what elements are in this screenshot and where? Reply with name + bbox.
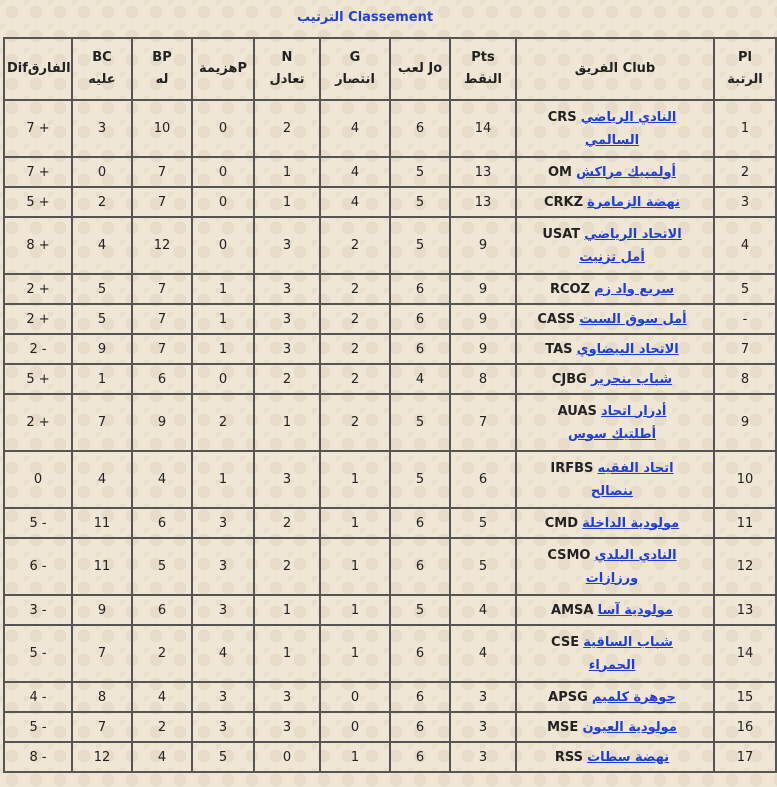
club-code: APSG bbox=[548, 689, 588, 705]
club-link-line2[interactable]: أطلتيك سوس bbox=[567, 426, 657, 442]
club-link[interactable]: شباب الساقية bbox=[583, 634, 673, 650]
table-row bbox=[4, 100, 776, 157]
club-code: CRKZ bbox=[543, 194, 584, 210]
goals-against-cell: 7 bbox=[72, 625, 132, 682]
played-cell: 6 bbox=[390, 625, 450, 682]
played-cell: 5 bbox=[390, 451, 450, 508]
played-cell: 6 bbox=[390, 712, 450, 742]
wins-cell: 1 bbox=[320, 508, 390, 538]
losses-cell: 1 bbox=[192, 334, 254, 364]
goals-against-cell: 7 bbox=[72, 394, 132, 451]
points-cell: 4 bbox=[450, 595, 516, 625]
wins-cell: 4 bbox=[320, 187, 390, 217]
club-link[interactable]: الاتحاد البيضاوي bbox=[576, 341, 679, 357]
table-row bbox=[4, 334, 776, 364]
table-row bbox=[4, 274, 776, 304]
diff-cell: 5 - bbox=[4, 508, 72, 538]
club-code: RCOZ bbox=[549, 281, 590, 297]
goals-for-cell: 7 bbox=[132, 274, 192, 304]
goals-against-cell: 3 bbox=[72, 100, 132, 157]
club-link-line2[interactable]: السالمي bbox=[584, 132, 640, 148]
losses-cell: 3 bbox=[192, 538, 254, 595]
wins-cell: 4 bbox=[320, 157, 390, 187]
club-cell bbox=[516, 625, 714, 682]
goals-against-cell: 7 bbox=[72, 712, 132, 742]
played-cell: 5 bbox=[390, 187, 450, 217]
goals-against-cell: 8 bbox=[72, 682, 132, 712]
club-link[interactable]: مولودية الداخلة bbox=[582, 515, 680, 531]
wins-cell: 0 bbox=[320, 712, 390, 742]
goals-against-cell: 9 bbox=[72, 334, 132, 364]
club-link[interactable]: اتحاد الفقيه bbox=[597, 460, 674, 476]
club-link[interactable]: نهضة سطات bbox=[587, 749, 670, 765]
played-cell: 6 bbox=[390, 682, 450, 712]
club-cell bbox=[516, 274, 714, 304]
table-row bbox=[4, 364, 776, 394]
goals-against-cell: 5 bbox=[72, 304, 132, 334]
draws-cell: 3 bbox=[254, 451, 320, 508]
goals-for-cell: 4 bbox=[132, 451, 192, 508]
draws-cell: 3 bbox=[254, 217, 320, 274]
club-code: CSE bbox=[551, 634, 580, 650]
played-cell: 6 bbox=[390, 274, 450, 304]
col-bc: BC عليه bbox=[72, 38, 132, 100]
draws-cell: 1 bbox=[254, 394, 320, 451]
club-code: CJBG bbox=[551, 371, 587, 387]
club-code: CASS bbox=[537, 311, 576, 327]
losses-cell: 1 bbox=[192, 451, 254, 508]
points-cell: 9 bbox=[450, 334, 516, 364]
points-cell: 14 bbox=[450, 100, 516, 157]
rank-cell: 7 bbox=[714, 334, 776, 364]
diff-cell: 7 + bbox=[4, 157, 72, 187]
wins-cell: 0 bbox=[320, 682, 390, 712]
col-draw: N تعادل bbox=[254, 38, 320, 100]
wins-cell: 2 bbox=[320, 334, 390, 364]
losses-cell: 3 bbox=[192, 508, 254, 538]
diff-cell: 6 - bbox=[4, 538, 72, 595]
wins-cell: 2 bbox=[320, 274, 390, 304]
club-link-line2[interactable]: بنصالح bbox=[590, 483, 634, 499]
col-played: لعب Jo bbox=[390, 38, 450, 100]
goals-for-cell: 4 bbox=[132, 682, 192, 712]
goals-against-cell: 9 bbox=[72, 595, 132, 625]
draws-cell: 1 bbox=[254, 187, 320, 217]
goals-for-cell: 7 bbox=[132, 157, 192, 187]
diff-cell: 0 bbox=[4, 451, 72, 508]
wins-cell: 1 bbox=[320, 595, 390, 625]
wins-cell: 1 bbox=[320, 538, 390, 595]
points-cell: 5 bbox=[450, 508, 516, 538]
cut-off-header bbox=[0, 0, 730, 6]
goals-against-cell: 4 bbox=[72, 217, 132, 274]
wins-cell: 4 bbox=[320, 100, 390, 157]
col-bp: BP له bbox=[132, 38, 192, 100]
table-row bbox=[4, 157, 776, 187]
rank-cell: 1 bbox=[714, 100, 776, 157]
points-cell: 7 bbox=[450, 394, 516, 451]
col-win: G انتصار bbox=[320, 38, 390, 100]
diff-cell: 5 - bbox=[4, 712, 72, 742]
standings-table bbox=[3, 37, 777, 773]
club-link[interactable]: الاتحاد الرياضي bbox=[584, 226, 682, 242]
goals-for-cell: 6 bbox=[132, 595, 192, 625]
club-link[interactable]: مولودية العيون bbox=[582, 719, 677, 735]
rank-cell: 2 bbox=[714, 157, 776, 187]
goals-against-cell: 5 bbox=[72, 274, 132, 304]
wins-cell: 2 bbox=[320, 364, 390, 394]
rank-cell: 4 bbox=[714, 217, 776, 274]
diff-cell: 5 + bbox=[4, 187, 72, 217]
draws-cell: 1 bbox=[254, 595, 320, 625]
goals-against-cell: 11 bbox=[72, 538, 132, 595]
goals-for-cell: 4 bbox=[132, 742, 192, 772]
club-code: USAT bbox=[542, 226, 581, 242]
losses-cell: 0 bbox=[192, 364, 254, 394]
club-code: CMD bbox=[544, 515, 579, 531]
wins-cell: 1 bbox=[320, 742, 390, 772]
diff-cell: 5 + bbox=[4, 364, 72, 394]
draws-cell: 3 bbox=[254, 274, 320, 304]
club-cell bbox=[516, 304, 714, 334]
goals-for-cell: 12 bbox=[132, 217, 192, 274]
club-cell bbox=[516, 394, 714, 451]
draws-cell: 0 bbox=[254, 742, 320, 772]
club-link[interactable]: نهضة الزمامرة bbox=[587, 194, 681, 210]
played-cell: 5 bbox=[390, 217, 450, 274]
played-cell: 6 bbox=[390, 742, 450, 772]
table-row bbox=[4, 712, 776, 742]
wins-cell: 2 bbox=[320, 217, 390, 274]
club-code: CSMO bbox=[547, 547, 591, 563]
played-cell: 6 bbox=[390, 508, 450, 538]
losses-cell: 2 bbox=[192, 394, 254, 451]
points-cell: 3 bbox=[450, 712, 516, 742]
club-code: CRS bbox=[547, 109, 577, 125]
diff-cell: 2 + bbox=[4, 394, 72, 451]
goals-against-cell: 2 bbox=[72, 187, 132, 217]
goals-for-cell: 5 bbox=[132, 538, 192, 595]
header-row bbox=[4, 38, 776, 100]
standings-caption: الترتيب Classement bbox=[296, 10, 434, 25]
table-row bbox=[4, 187, 776, 217]
table-row bbox=[4, 742, 776, 772]
rank-cell: 17 bbox=[714, 742, 776, 772]
rank-cell: 13 bbox=[714, 595, 776, 625]
diff-cell: 3 - bbox=[4, 595, 72, 625]
diff-cell: 2 + bbox=[4, 304, 72, 334]
rank-cell: 14 bbox=[714, 625, 776, 682]
draws-cell: 2 bbox=[254, 100, 320, 157]
played-cell: 4 bbox=[390, 364, 450, 394]
diff-cell: 4 - bbox=[4, 682, 72, 712]
losses-cell: 0 bbox=[192, 187, 254, 217]
col-diff: Difالفارق bbox=[4, 38, 72, 100]
rank-cell: 3 bbox=[714, 187, 776, 217]
club-link-line2[interactable]: ورزازات bbox=[585, 570, 639, 586]
club-link[interactable]: جوهرة كلميم bbox=[591, 689, 676, 705]
losses-cell: 5 bbox=[192, 742, 254, 772]
goals-against-cell: 11 bbox=[72, 508, 132, 538]
rank-cell: 11 bbox=[714, 508, 776, 538]
club-link[interactable]: النادي الرياضي bbox=[580, 109, 677, 125]
played-cell: 6 bbox=[390, 538, 450, 595]
draws-cell: 3 bbox=[254, 682, 320, 712]
goals-for-cell: 9 bbox=[132, 394, 192, 451]
rank-cell: 16 bbox=[714, 712, 776, 742]
club-code: TAS bbox=[545, 341, 573, 357]
col-rank: Pl الرتبة bbox=[714, 38, 776, 100]
goals-against-cell: 0 bbox=[72, 157, 132, 187]
club-cell bbox=[516, 682, 714, 712]
goals-against-cell: 4 bbox=[72, 451, 132, 508]
played-cell: 5 bbox=[390, 394, 450, 451]
goals-for-cell: 7 bbox=[132, 334, 192, 364]
goals-for-cell: 7 bbox=[132, 187, 192, 217]
club-link[interactable]: أولمبيك مراكش bbox=[576, 164, 677, 180]
diff-cell: 8 - bbox=[4, 742, 72, 772]
draws-cell: 2 bbox=[254, 364, 320, 394]
points-cell: 9 bbox=[450, 274, 516, 304]
goals-for-cell: 7 bbox=[132, 304, 192, 334]
wins-cell: 2 bbox=[320, 304, 390, 334]
rank-cell: 15 bbox=[714, 682, 776, 712]
club-code: AUAS bbox=[557, 403, 597, 419]
club-code: RSS bbox=[554, 749, 583, 765]
table-row bbox=[4, 217, 776, 274]
points-cell: 8 bbox=[450, 364, 516, 394]
diff-cell: 2 + bbox=[4, 274, 72, 304]
losses-cell: 4 bbox=[192, 625, 254, 682]
table-row bbox=[4, 625, 776, 682]
losses-cell: 1 bbox=[192, 274, 254, 304]
draws-cell: 1 bbox=[254, 625, 320, 682]
rank-cell: 5 bbox=[714, 274, 776, 304]
goals-for-cell: 2 bbox=[132, 712, 192, 742]
played-cell: 6 bbox=[390, 304, 450, 334]
played-cell: 5 bbox=[390, 595, 450, 625]
club-link-line2[interactable]: الحمراء bbox=[588, 657, 636, 673]
points-cell: 3 bbox=[450, 682, 516, 712]
table-row bbox=[4, 538, 776, 595]
table-row bbox=[4, 682, 776, 712]
wins-cell: 1 bbox=[320, 625, 390, 682]
draws-cell: 3 bbox=[254, 304, 320, 334]
losses-cell: 0 bbox=[192, 217, 254, 274]
played-cell: 5 bbox=[390, 157, 450, 187]
points-cell: 9 bbox=[450, 217, 516, 274]
club-cell bbox=[516, 508, 714, 538]
club-code: AMSA bbox=[551, 602, 594, 618]
club-link[interactable]: مولودية آسا bbox=[597, 602, 673, 618]
diff-cell: 5 - bbox=[4, 625, 72, 682]
diff-cell: 8 + bbox=[4, 217, 72, 274]
draws-cell: 3 bbox=[254, 334, 320, 364]
club-code: IRFBS bbox=[550, 460, 594, 476]
losses-cell: 0 bbox=[192, 100, 254, 157]
club-cell bbox=[516, 187, 714, 217]
rank-cell: 8 bbox=[714, 364, 776, 394]
goals-against-cell: 12 bbox=[72, 742, 132, 772]
wins-cell: 2 bbox=[320, 394, 390, 451]
goals-against-cell: 1 bbox=[72, 364, 132, 394]
wins-cell: 1 bbox=[320, 451, 390, 508]
col-club: الفريق Club bbox=[516, 38, 714, 100]
table-row bbox=[4, 394, 776, 451]
club-link[interactable]: أمل سوق السبت bbox=[579, 311, 687, 327]
club-link[interactable]: أدرار اتحاد bbox=[601, 403, 667, 419]
club-cell bbox=[516, 451, 714, 508]
club-cell bbox=[516, 100, 714, 157]
losses-cell: 3 bbox=[192, 712, 254, 742]
goals-for-cell: 2 bbox=[132, 625, 192, 682]
rank-cell: 9 bbox=[714, 394, 776, 451]
played-cell: 6 bbox=[390, 100, 450, 157]
goals-for-cell: 6 bbox=[132, 364, 192, 394]
rank-cell: 10 bbox=[714, 451, 776, 508]
col-loss: هزيمةP bbox=[192, 38, 254, 100]
points-cell: 3 bbox=[450, 742, 516, 772]
club-cell bbox=[516, 742, 714, 772]
draws-cell: 1 bbox=[254, 157, 320, 187]
club-link[interactable]: شباب بنجرير bbox=[590, 371, 673, 387]
club-link-line2[interactable]: أمل تزنيت bbox=[579, 249, 645, 265]
losses-cell: 3 bbox=[192, 595, 254, 625]
draws-cell: 2 bbox=[254, 538, 320, 595]
points-cell: 4 bbox=[450, 625, 516, 682]
club-link[interactable]: سريع واد زم bbox=[594, 281, 675, 297]
club-cell bbox=[516, 364, 714, 394]
goals-for-cell: 10 bbox=[132, 100, 192, 157]
losses-cell: 3 bbox=[192, 682, 254, 712]
club-code: OM bbox=[547, 164, 572, 180]
table-row bbox=[4, 595, 776, 625]
points-cell: 9 bbox=[450, 304, 516, 334]
club-cell bbox=[516, 595, 714, 625]
rank-cell: - bbox=[714, 304, 776, 334]
diff-cell: 2 - bbox=[4, 334, 72, 364]
club-code: MSE bbox=[547, 719, 579, 735]
club-cell bbox=[516, 334, 714, 364]
points-cell: 5 bbox=[450, 538, 516, 595]
points-cell: 6 bbox=[450, 451, 516, 508]
losses-cell: 0 bbox=[192, 157, 254, 187]
club-cell bbox=[516, 712, 714, 742]
goals-for-cell: 6 bbox=[132, 508, 192, 538]
losses-cell: 1 bbox=[192, 304, 254, 334]
diff-cell: 7 + bbox=[4, 100, 72, 157]
club-cell bbox=[516, 217, 714, 274]
draws-cell: 3 bbox=[254, 712, 320, 742]
draws-cell: 2 bbox=[254, 508, 320, 538]
points-cell: 13 bbox=[450, 187, 516, 217]
col-points: Pts النقط bbox=[450, 38, 516, 100]
rank-cell: 12 bbox=[714, 538, 776, 595]
table-row bbox=[4, 451, 776, 508]
club-cell bbox=[516, 538, 714, 595]
club-link[interactable]: النادي البلدي bbox=[594, 547, 677, 563]
club-cell bbox=[516, 157, 714, 187]
table-row bbox=[4, 508, 776, 538]
played-cell: 6 bbox=[390, 334, 450, 364]
table-row bbox=[4, 304, 776, 334]
points-cell: 13 bbox=[450, 157, 516, 187]
